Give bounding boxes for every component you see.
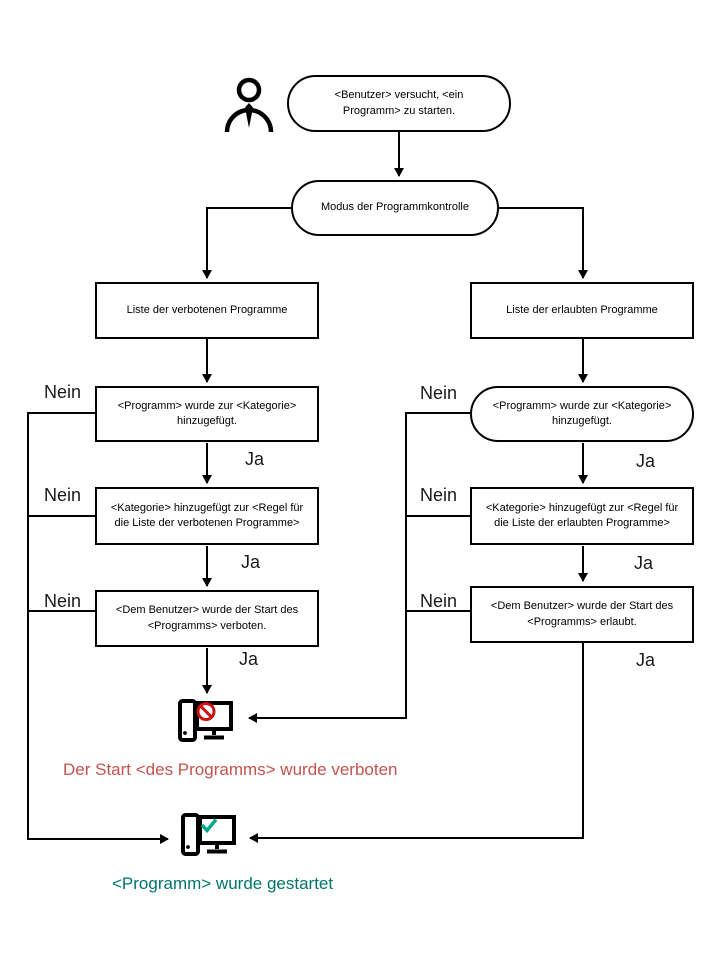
label-ja-right-1: Ja [636, 451, 656, 471]
node-start-label: <Benutzer> versucht, <ein Programm> zu starten. [334, 89, 464, 117]
node-left-step1-label: <Programm> wurde zur <Kategorie> hinzugefügt. [117, 399, 297, 427]
arrow-mode-to-denied-list [207, 208, 291, 278]
node-left-step3 [95, 590, 319, 647]
node-start [287, 75, 511, 132]
computer-blocked-icon [178, 698, 233, 748]
node-left-step1 [95, 386, 319, 442]
label-nein-left-1: Nein [44, 382, 82, 402]
label-nein-right-3: Nein [420, 591, 458, 611]
user-icon [224, 76, 274, 132]
node-denied-list-label: Liste der verbotenen Programme [126, 303, 288, 316]
label-ja-left-1: Ja [245, 449, 265, 469]
node-left-step3-label: <Dem Benutzer> wurde der Start des <Programms> verboten. [115, 604, 299, 632]
right-nein-trunk-to-blocked [249, 413, 470, 718]
label-ja-right-2: Ja [634, 553, 654, 573]
arrow-right-ja-to-started [250, 643, 583, 838]
node-left-step2 [95, 487, 319, 545]
label-ja-left-3: Ja [239, 649, 259, 669]
label-ja-left-2: Ja [241, 552, 261, 572]
node-denied-list [95, 282, 319, 339]
label-nein-left-2: Nein [44, 485, 82, 505]
outcome-blocked-text: Der Start <des Programms> wurde verboten [63, 760, 398, 779]
computer-check-icon [181, 812, 236, 862]
node-mode [291, 180, 499, 236]
node-right-step1 [470, 386, 694, 442]
label-nein-left-3: Nein [44, 591, 82, 611]
label-nein-right-2: Nein [420, 485, 458, 505]
node-right-step2 [470, 487, 694, 545]
node-left-step2-label: <Kategorie> hinzugefügt zur <Regel für die Liste der verbotenen Programme> [110, 501, 304, 529]
node-right-step2-label: <Kategorie> hinzugefügt zur <Regel für die Liste der erlaubten Programme> [485, 501, 679, 529]
node-right-step3 [470, 586, 694, 643]
node-allowed-list-label: Liste der erlaubten Programme [506, 303, 658, 316]
outcome-started-text: <Programm> wurde gestartet [112, 874, 334, 893]
label-nein-right-1: Nein [420, 383, 458, 403]
arrow-mode-to-allowed-list [499, 208, 583, 278]
label-ja-right-3: Ja [636, 650, 656, 670]
node-allowed-list [470, 282, 694, 339]
node-right-step1-label: <Programm> wurde zur <Kategorie> hinzugefügt. [492, 399, 672, 427]
node-mode-label: Modus der Programmkontrolle [321, 201, 469, 214]
node-right-step3-label: <Dem Benutzer> wurde der Start des <Programms> erlaubt. [490, 600, 674, 628]
